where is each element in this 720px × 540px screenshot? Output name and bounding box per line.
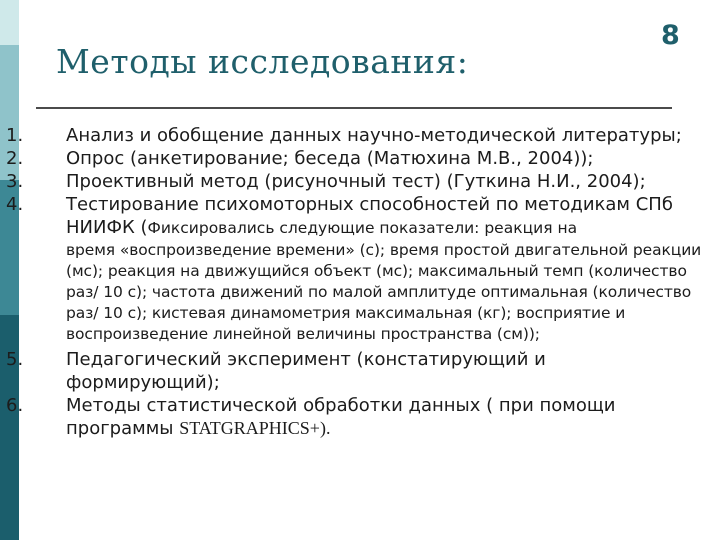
item-number: 4. — [6, 194, 24, 215]
list-item — [0, 147, 705, 170]
program-name: STATGRAPHICS+). — [179, 418, 331, 438]
item-text: Методы статистической обработки данных ( при помощи программы — [66, 395, 616, 439]
item-detail-lead: Фиксировались следующие показатели: реакция на — [147, 219, 578, 237]
list-item — [0, 348, 705, 394]
item-text: Анализ и обобщение данных научно-методической литературы; — [66, 125, 682, 146]
list-item — [0, 394, 705, 440]
methods-list — [0, 124, 705, 440]
item-number: 3. — [6, 171, 24, 192]
item-number: 1. — [6, 125, 24, 146]
item-text: Тестирование психомоторных способностей по методикам СПб НИИФК ( — [66, 194, 673, 238]
list-item — [0, 124, 705, 147]
item-number: 6. — [6, 395, 24, 416]
title-divider — [36, 107, 672, 109]
item-text: Педагогический эксперимент (констатирующий и формирующий); — [66, 349, 546, 393]
item-number: 2. — [6, 148, 24, 169]
item-detail: время «воспроизведение времени» (с); время простой двигательной реакции (мс); реакция на движущийся объект (мс); максимальный темп (количество раз/ 10 с); частота движений по малой амплитуде оптимальная (количество раз/ 10 с); кистевая динамометрия максимальная (кг); восприятие и воспроизведение линейной величины пространства (см)); — [66, 241, 702, 343]
item-text: Опрос (анкетирование; беседа (Матюхина М.В., 2004)); — [66, 148, 594, 169]
list-item — [0, 170, 705, 193]
list-item — [0, 193, 705, 345]
slide-title: Методы исследования: — [56, 42, 469, 81]
item-number: 5. — [6, 349, 24, 370]
item-text: Проективный метод (рисуночный тест) (Гуткина Н.И., 2004); — [66, 171, 646, 192]
slide-number: 8 — [661, 20, 680, 51]
sidebar-segment-1 — [0, 0, 19, 45]
